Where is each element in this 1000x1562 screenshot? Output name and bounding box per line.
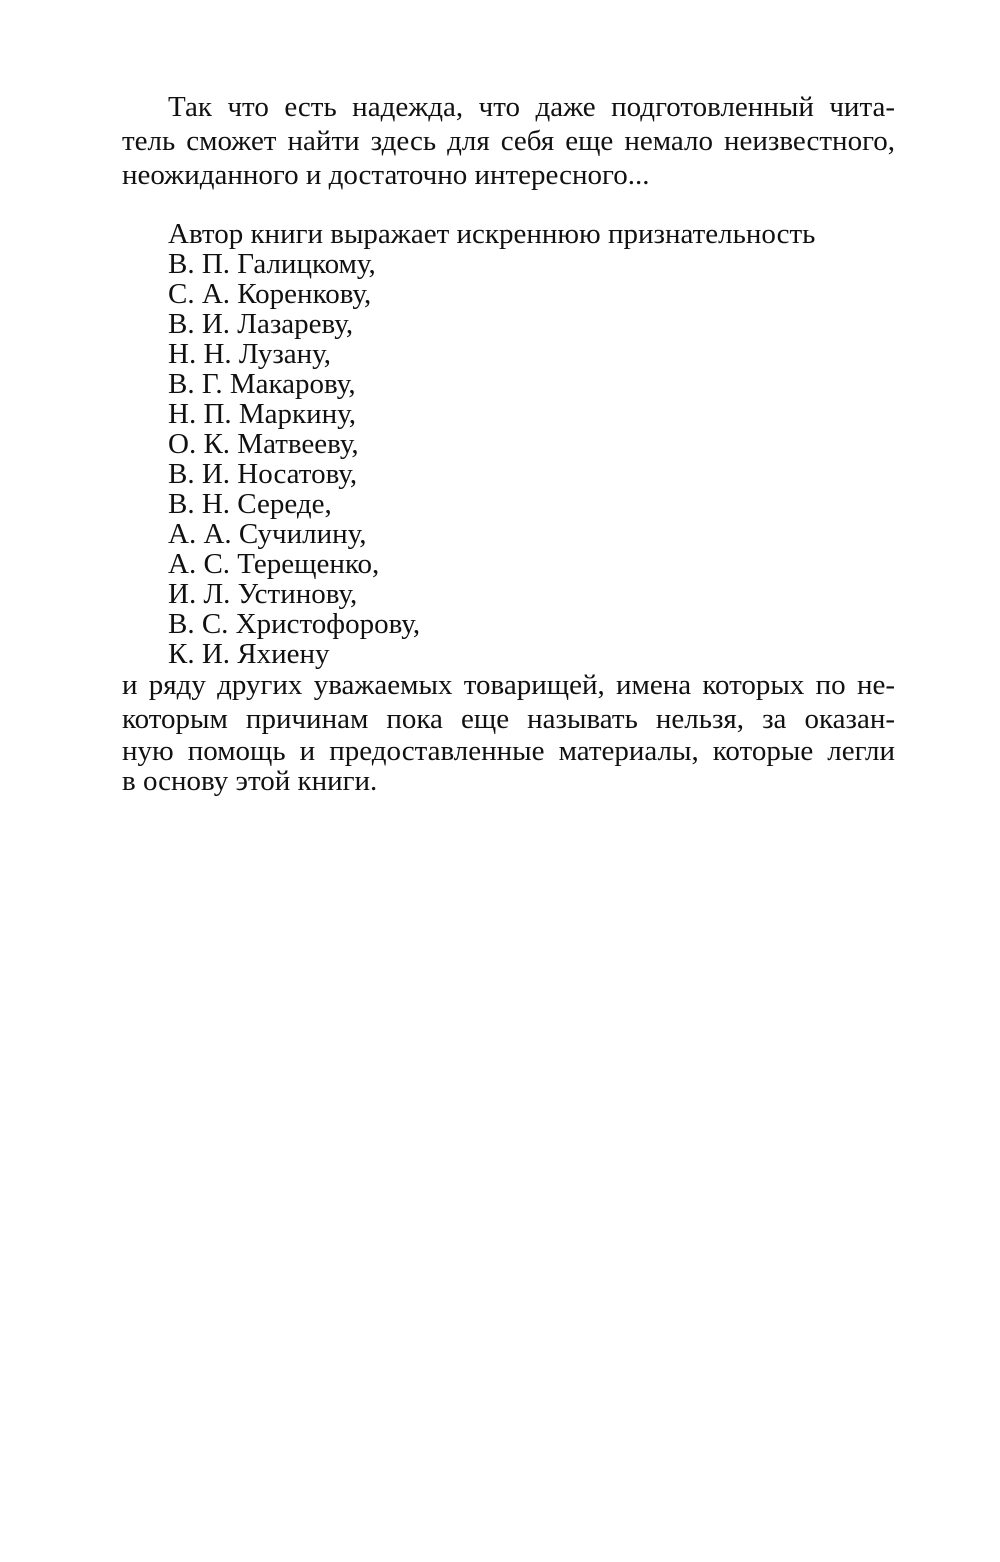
acknowledged-name: И. Л. Устинову,: [168, 578, 358, 610]
acknowledged-name: Н. П. Маркину,: [168, 398, 357, 430]
closing-line: ную помощь и предоставленные материалы, которые легли: [122, 735, 895, 767]
acknowledged-name: В. Г. Макарову,: [168, 368, 356, 400]
acknowledged-name: В. П. Галицкому,: [168, 248, 376, 280]
acknowledgement-intro: Автор книги выражает искреннюю признательность: [168, 218, 816, 250]
acknowledged-name: О. К. Матвееву,: [168, 428, 359, 460]
acknowledged-name: В. С. Христофорову,: [168, 608, 421, 640]
acknowledged-name: В. Н. Середе,: [168, 488, 332, 520]
acknowledged-name: Н. Н. Лузану,: [168, 338, 332, 370]
acknowledged-name: С. А. Коренкову,: [168, 278, 372, 310]
paragraph-line: неожиданного и достаточно интересного...: [122, 159, 650, 191]
paragraph-line: тель сможет найти здесь для себя еще немало неизвестного,: [122, 125, 895, 157]
acknowledged-name: В. И. Носатову,: [168, 458, 358, 490]
paragraph-line: Так что есть надежда, что даже подготовленный чита-: [168, 91, 895, 123]
closing-line: которым причинам пока еще называть нельзя, за оказан-: [122, 703, 895, 735]
closing-line: и ряду других уважаемых товарищей, имена которых по не-: [122, 669, 895, 701]
acknowledged-name: В. И. Лазареву,: [168, 308, 354, 340]
acknowledged-name: А. С. Терещенко,: [168, 548, 380, 580]
closing-line: в основу этой книги.: [122, 765, 378, 797]
acknowledged-name: А. А. Сучилину,: [168, 518, 367, 550]
acknowledged-name: К. И. Яхиену: [168, 638, 330, 670]
